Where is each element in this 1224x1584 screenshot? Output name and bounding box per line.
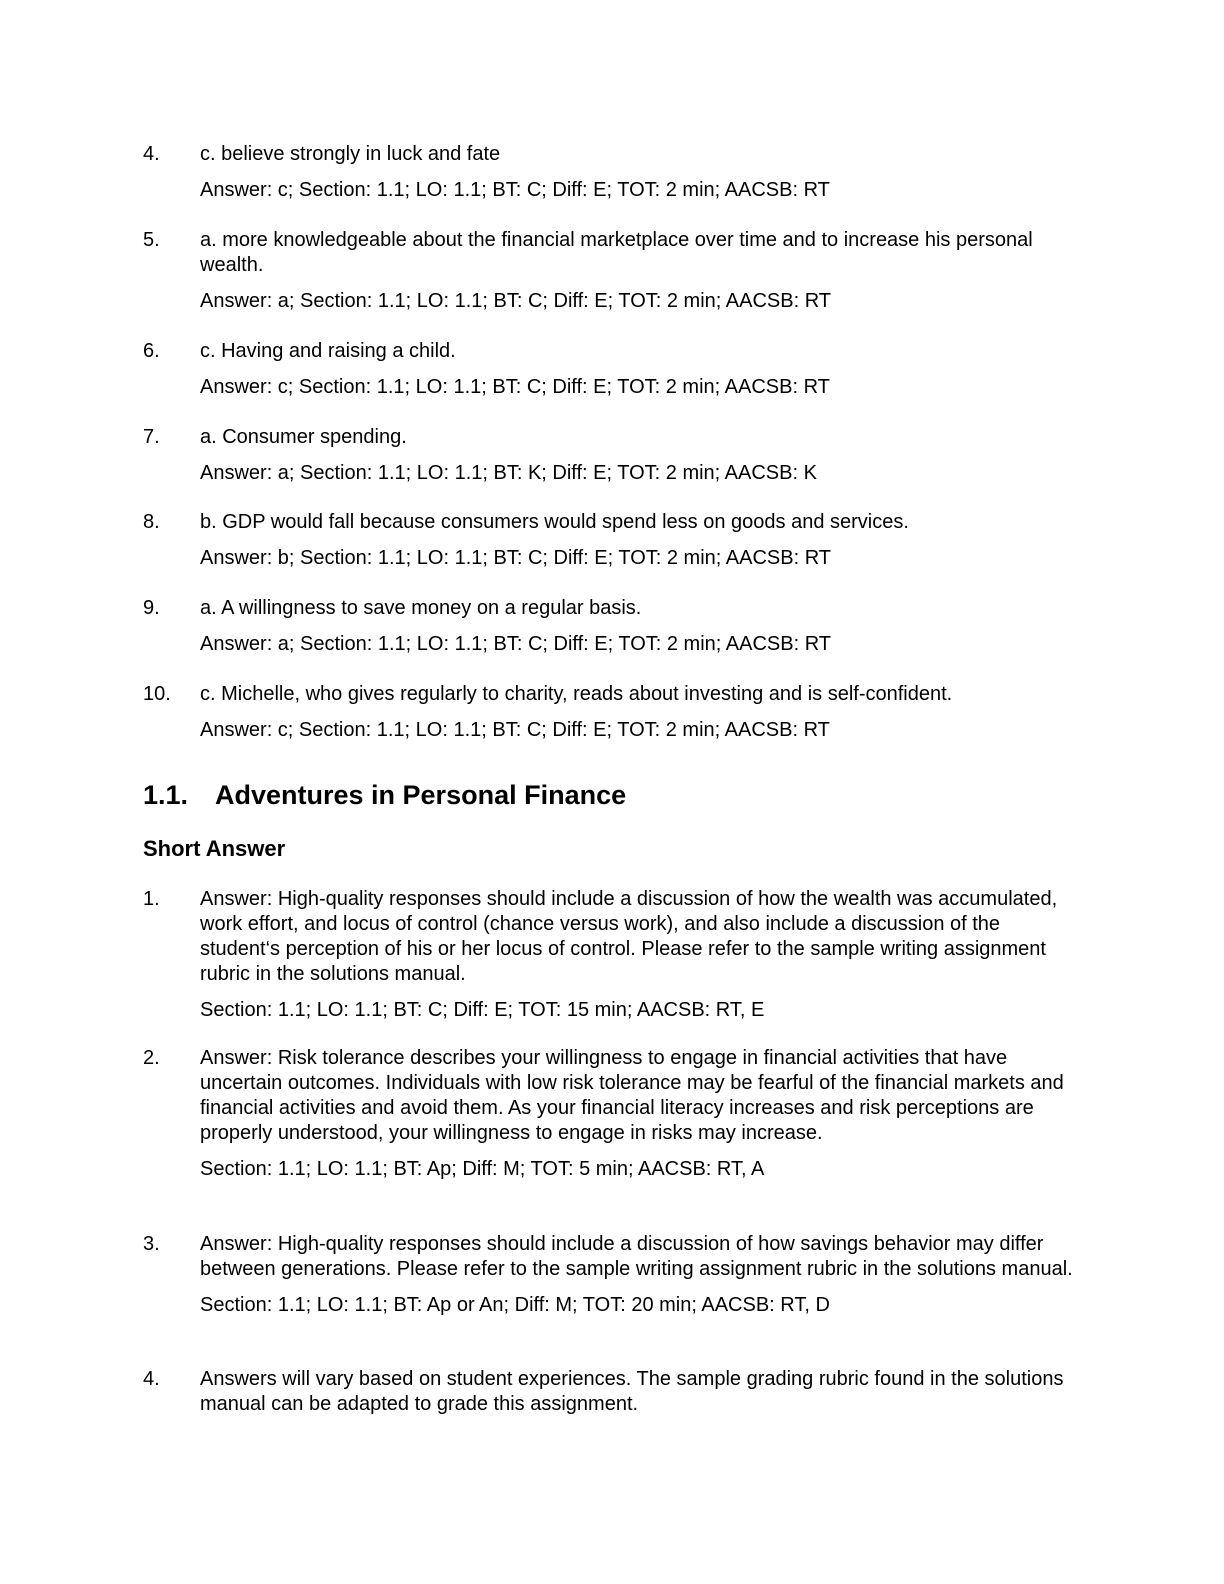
answer-choice: a. Consumer spending. <box>200 426 407 448</box>
answer-label: Answer: <box>200 1233 273 1255</box>
item-number: 10. <box>143 683 171 705</box>
answer-meta: Answer: b; Section: 1.1; LO: 1.1; BT: C; Diff: E; TOT: 2 min; AACSB: RT <box>200 547 831 569</box>
mc-answer-item <box>143 142 1073 203</box>
item-number: 3. <box>143 1233 160 1255</box>
answer-choice: a. A willingness to save money on a regular basis. <box>200 597 642 619</box>
section-number: 1.1. <box>143 780 189 810</box>
answer-meta: Section: 1.1; LO: 1.1; BT: Ap or An; Diff: M; TOT: 20 min; AACSB: RT, D <box>200 1294 830 1316</box>
mc-answer-item <box>143 339 1073 400</box>
answer-meta: Answer: c; Section: 1.1; LO: 1.1; BT: C; Diff: E; TOT: 2 min; AACSB: RT <box>200 179 830 201</box>
mc-answer-item <box>143 228 1073 314</box>
answer-choice: c. believe strongly in luck and fate <box>200 143 501 165</box>
answer-choice: c. Having and raising a child. <box>200 340 456 362</box>
section-heading <box>143 779 626 811</box>
item-number: 6. <box>143 340 160 362</box>
item-number: 4. <box>143 143 160 165</box>
answer-meta: Answer: c; Section: 1.1; LO: 1.1; BT: C; Diff: E; TOT: 2 min; AACSB: RT <box>200 719 830 741</box>
answer-choice: a. more knowledgeable about the financial marketplace over time and to increase his personal wealth. <box>200 229 1033 276</box>
answer-meta: Answer: c; Section: 1.1; LO: 1.1; BT: C; Diff: E; TOT: 2 min; AACSB: RT <box>200 376 830 398</box>
answer-meta: Answer: a; Section: 1.1; LO: 1.1; BT: K; Diff: E; TOT: 2 min; AACSB: K <box>200 462 817 484</box>
answer-body: High-quality responses should include a discussion of how the wealth was accumulated, work effort, and locus of control (chance versus work), and also include a discussion of the student‘s perception of his or her locus of control. Please refer to the sample writing assignment rubric in the solutions manual. <box>200 888 1058 985</box>
answer-text <box>200 1046 1073 1146</box>
mc-answer-item <box>143 596 1073 657</box>
item-number: 5. <box>143 229 160 251</box>
section-title: Adventures in Personal Finance <box>215 780 627 810</box>
answer-label: Answer: <box>200 888 273 910</box>
item-number: 2. <box>143 1047 160 1069</box>
mc-answer-item <box>143 425 1073 486</box>
answer-meta: Answer: a; Section: 1.1; LO: 1.1; BT: C; Diff: E; TOT: 2 min; AACSB: RT <box>200 290 831 312</box>
answer-body: Risk tolerance describes your willingness to engage in financial activities that have uncertain outcomes. Individuals with low risk tolerance may be fearful of the financial markets and financial activities and avoid them. As your financial literacy increases and risk perceptions are properly understood, your willingness to engage in risks may increase. <box>200 1047 1064 1144</box>
answer-meta: Section: 1.1; LO: 1.1; BT: Ap; Diff: M; TOT: 5 min; AACSB: RT, A <box>200 1158 765 1180</box>
answer-label: Answer: <box>200 1047 273 1069</box>
answer-choice: c. Michelle, who gives regularly to charity, reads about investing and is self-confident. <box>200 683 953 705</box>
short-answer-item <box>143 887 1073 1023</box>
item-number: 7. <box>143 426 160 448</box>
mc-answer-item <box>143 510 1073 571</box>
answer-text <box>200 1232 1073 1282</box>
item-number: 8. <box>143 511 160 533</box>
item-number: 1. <box>143 888 160 910</box>
short-answer-item <box>143 1367 1073 1417</box>
short-answer-item <box>143 1232 1073 1318</box>
item-number: 4. <box>143 1368 160 1390</box>
answer-meta: Answer: a; Section: 1.1; LO: 1.1; BT: C; Diff: E; TOT: 2 min; AACSB: RT <box>200 633 831 655</box>
short-answer-item <box>143 1046 1073 1182</box>
answer-body: High-quality responses should include a discussion of how savings behavior may differ between generations. Please refer to the sample writing assignment rubric in the solutions manual. <box>200 1233 1073 1280</box>
answer-text <box>200 887 1073 987</box>
answer-meta: Section: 1.1; LO: 1.1; BT: C; Diff: E; TOT: 15 min; AACSB: RT, E <box>200 999 765 1021</box>
subsection-heading: Short Answer <box>143 836 286 861</box>
mc-answer-item <box>143 682 1073 743</box>
answer-text: Answers will vary based on student experiences. The sample grading rubric found in the solutions manual can be adapted to grade this assignment. <box>200 1368 1064 1415</box>
answer-choice: b. GDP would fall because consumers would spend less on goods and services. <box>200 511 909 533</box>
item-number: 9. <box>143 597 160 619</box>
